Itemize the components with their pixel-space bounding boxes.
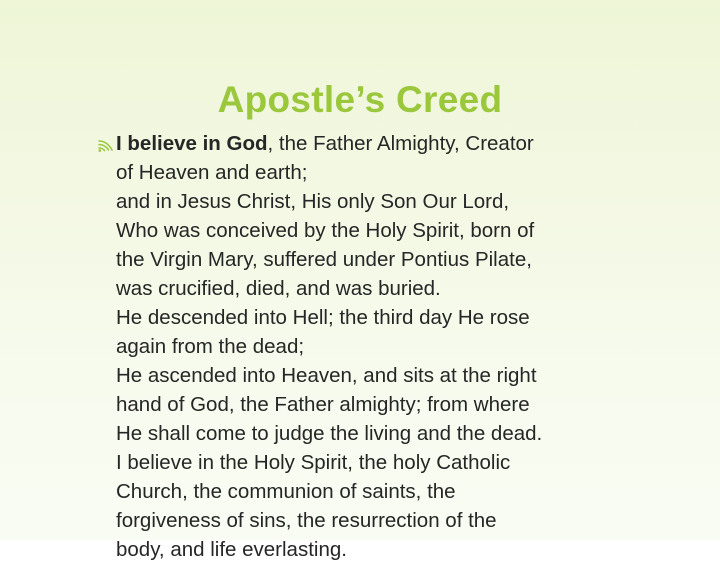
creed-line: the Virgin Mary, suffered under Pontius Pilate, — [116, 248, 532, 271]
creed-line: forgiveness of sins, the resurrection of the — [116, 509, 497, 532]
slide-title: Apostle’s Creed — [217, 79, 503, 120]
creed-line: Who was conceived by the Holy Spirit, born of — [116, 219, 535, 242]
creed-line: He descended into Hell; the third day He rose — [116, 306, 530, 329]
creed-line: He ascended into Heaven, and sits at the right — [116, 364, 537, 387]
creed-emphasis: I believe in God — [116, 132, 268, 155]
creed-line: again from the dead; — [116, 335, 305, 358]
creed-line: hand of God, the Father almighty; from where — [116, 393, 530, 416]
creed-line-first — [116, 129, 626, 158]
creed-line: of Heaven and earth; — [116, 161, 308, 184]
wifi-signal-icon — [98, 138, 114, 152]
creed-line: was crucified, died, and was buried. — [116, 277, 441, 300]
creed-line-first-rest: , the Father Almighty, Creator — [267, 132, 534, 155]
creed-line: He shall come to judge the living and the dead. — [116, 422, 543, 445]
creed-line: and in Jesus Christ, His only Son Our Lord, — [116, 190, 510, 213]
creed-line: I believe in the Holy Spirit, the holy Catholic — [116, 451, 511, 474]
creed-line: body, and life everlasting. — [116, 538, 347, 561]
creed-line: Church, the communion of saints, the — [116, 480, 456, 503]
creed-text — [116, 129, 626, 564]
